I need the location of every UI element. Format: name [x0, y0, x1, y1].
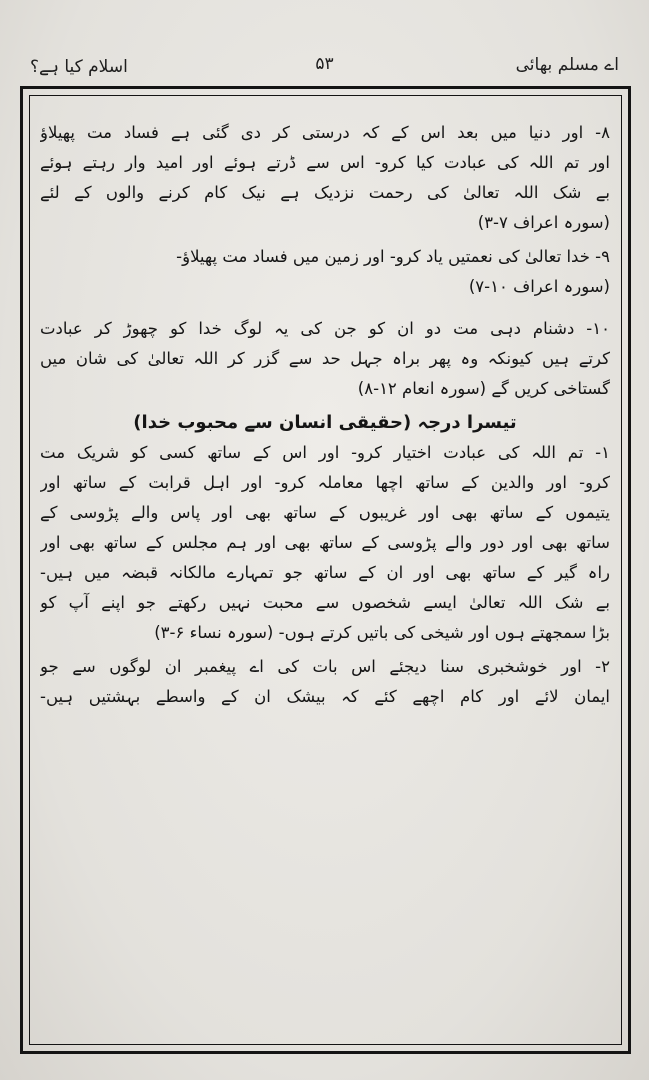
text-line: بے شک اللہ تعالیٰ کی رحمت نزدیک ہے نیک کام کرنے والوں کے لئے [40, 183, 610, 202]
running-head-chapter: اسلام کیا ہے؟ [30, 57, 128, 77]
page-number: ۵۳ [315, 54, 334, 74]
text-line: ۲- اور خوشخبری سنا دیجئے اس بات کی اے پیغمبر ان لوگوں سے جو [40, 657, 610, 676]
verse-10 [40, 314, 610, 404]
text-line: اور تم اللہ کی عبادت کیا کرو- اس سے ڈرتے ہوئے اور امید وار رہتے ہوئے [40, 153, 610, 172]
text-line: ایمان لائے اور کام اچھے کئے کہ بیشک ان کے واسطے بہشتیں ہیں- [40, 687, 610, 706]
citation-line: (سورہ اعراف ۷-۳) [477, 213, 610, 232]
text-line: کرو- اور والدین کے ساتھ اچھا معاملہ کرو- اور اہل قرابت کے ساتھ اور [40, 473, 610, 492]
text-line: یتیموں کے ساتھ بھی اور غریبوں کے ساتھ بھی اور پاس والے پڑوسی کے [40, 503, 610, 522]
text-line: ۸- اور دنیا میں بعد اس کے کہ درستی کر دی گئی ہے فساد مت پھیلاؤ [40, 123, 610, 142]
text-line: ۹- خدا تعالیٰ کی نعمتیں یاد کرو- اور زمین میں فساد مت پھیلاؤ- [176, 247, 610, 266]
running-head [30, 48, 619, 88]
section-heading: تیسرا درجہ (حقیقی انسان سے محبوب خدا) [133, 412, 517, 433]
citation-line: (سورہ اعراف ۱۰-۷) [468, 277, 610, 296]
verse-8 [40, 118, 610, 238]
verse-2 [40, 652, 610, 712]
text-line: راہ گیر کے ساتھ بھی اور ان کے ساتھ جو تمہارے مالکانہ قبضہ میں ہیں- [40, 563, 610, 582]
verse-9 [40, 242, 610, 302]
text-line: ۱- تم اللہ کی عبادت اختیار کرو- اور اس کے ساتھ کسی کو شریک مت [40, 443, 610, 462]
text-line: بے شک اللہ تعالیٰ ایسے شخصوں سے محبت نہیں رکھتے جو اپنے آپ کو [40, 593, 610, 612]
citation-line: بڑا سمجھتے ہوں اور شیخی کی باتیں کرتے ہوں- (سورہ نساء ۶-۳) [154, 623, 610, 642]
text-line: کرتے ہیں کیونکہ وہ پھر براہ جہل حد سے گزر کر اللہ تعالیٰ کی شان میں [40, 349, 610, 368]
text-line: ۱۰- دشنام دہی مت دو ان کو جن کی یہ لوگ خدا کو چھوڑ کر عبادت [40, 319, 610, 338]
verse-1 [40, 438, 610, 648]
running-head-title: اے مسلم بھائی [515, 55, 619, 75]
body-text [40, 118, 610, 1038]
text-line: ساتھ بھی اور دور والے پڑوسی کے ساتھ بھی اور ہم مجلس کے ساتھ بھی اور [40, 533, 610, 552]
citation-line: گستاخی کریں گے (سورہ انعام ۱۲-۸) [357, 379, 610, 398]
